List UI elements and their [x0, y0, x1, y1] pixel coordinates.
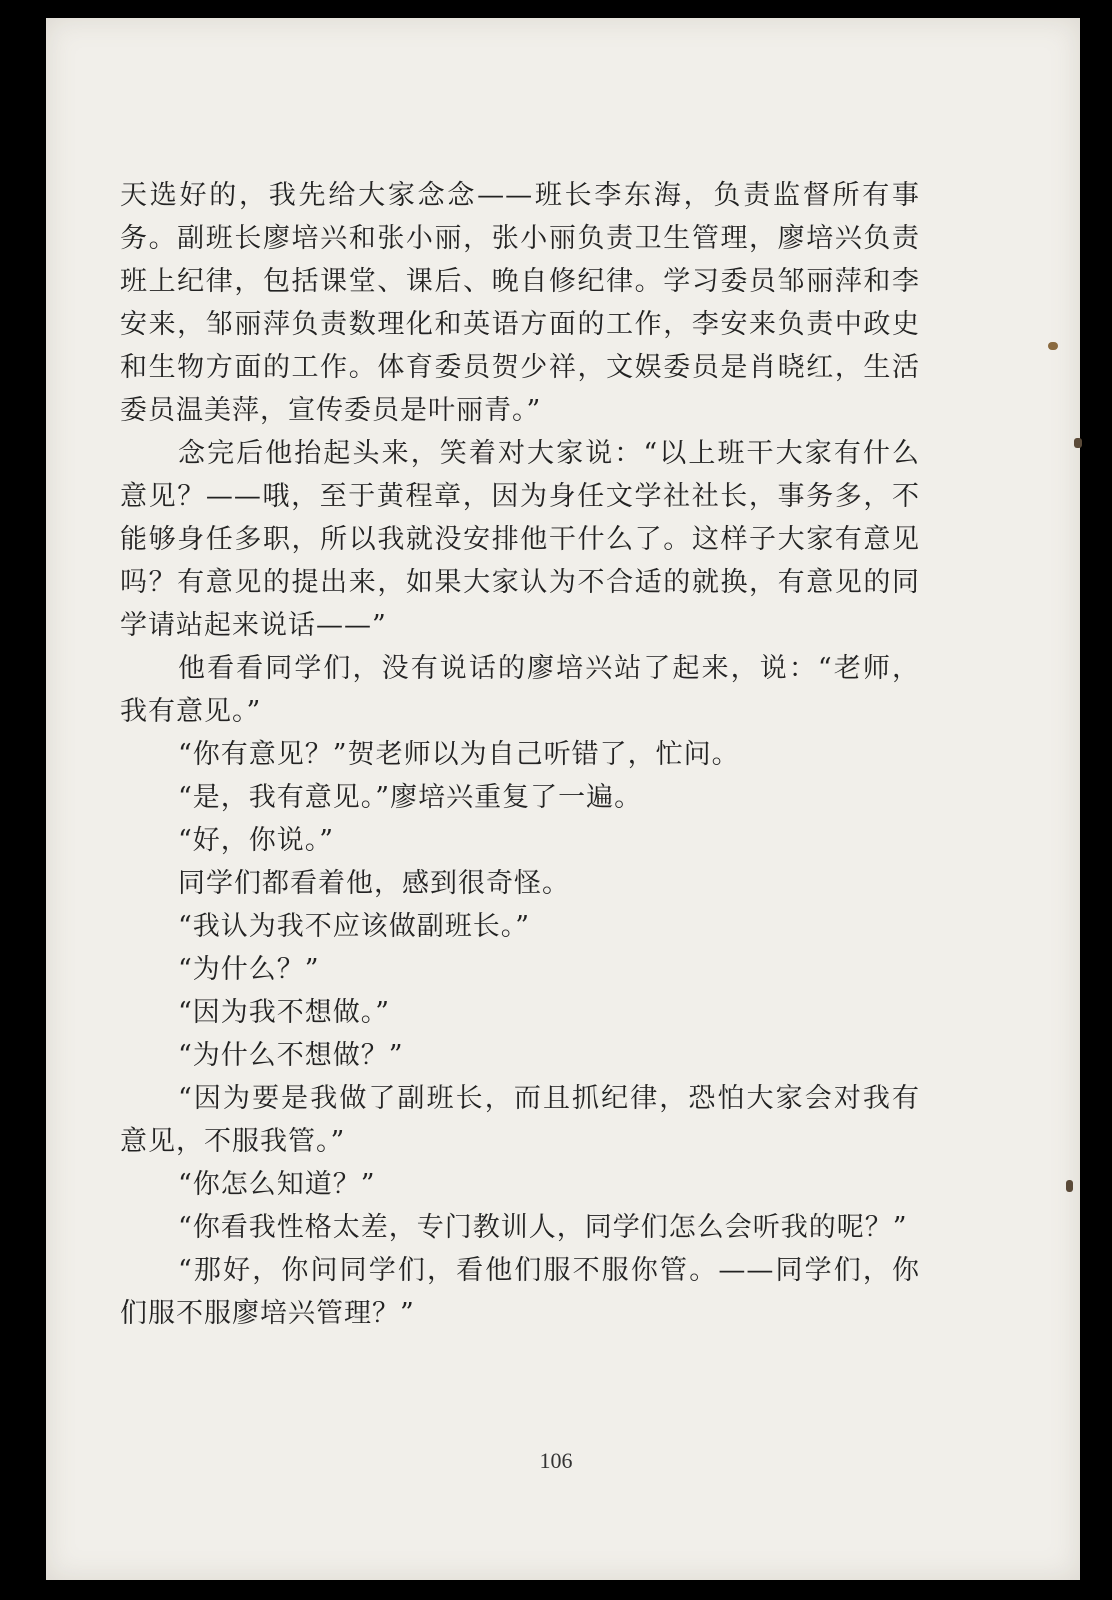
- page-edge-stain: [1074, 438, 1082, 448]
- paragraph: “你看我性格太差，专门教训人，同学们怎么会听我的呢？”: [178, 1212, 908, 1243]
- paragraph: “你有意见？”贺老师以为自己听错了，忙问。: [178, 739, 740, 770]
- paragraph: “是，我有意见。”廖培兴重复了一遍。: [178, 782, 643, 813]
- paragraph: “为什么不想做？”: [178, 1040, 404, 1071]
- paragraph: “那好，你问同学们，看他们服不服你管。——同学们，你们服不服廖培兴管理？”: [120, 1255, 920, 1329]
- page-edge-stain: [1066, 1180, 1073, 1192]
- paragraph: “我认为我不应该做副班长。”: [178, 911, 531, 942]
- paragraph: 天选好的，我先给大家念念——班长李东海，负责监督所有事务。副班长廖培兴和张小丽，张小丽负责卫生管理，廖培兴负责班上纪律，包括课堂、课后、晚自修纪律。学习委员邹丽萍和李安来，邹丽萍负责数理化和英语方面的工作，李安来负责中政史和生物方面的工作。体育委员贺少祥，文娱委员是肖晓红，生活委员温美萍，宣传委员是叶丽青。”: [120, 180, 920, 426]
- paragraph: “因为要是我做了副班长，而且抓纪律，恐怕大家会对我有意见，不服我管。”: [120, 1083, 920, 1157]
- paragraph: “因为我不想做。”: [178, 997, 391, 1028]
- page-number: 106: [539, 1448, 573, 1473]
- paragraph: “你怎么知道？”: [178, 1169, 376, 1200]
- paragraph: “好，你说。”: [178, 825, 335, 856]
- paragraph: 他看看同学们，没有说话的廖培兴站了起来，说：“老师，我有意见。”: [120, 653, 920, 727]
- paragraph: “为什么？”: [178, 954, 320, 985]
- page-edge-stain: [1048, 342, 1058, 350]
- body-text: [120, 174, 920, 1335]
- paragraph: 同学们都看着他，感到很奇怪。: [178, 868, 570, 899]
- paragraph: 念完后他抬起头来，笑着对大家说：“以上班干大家有什么意见？——哦，至于黄程章，因为身任文学社社长，事务多，不能够身任多职，所以我就没安排他干什么了。这样子大家有意见吗？有意见的提出来，如果大家认为不合适的就换，有意见的同学请站起来说话——”: [120, 438, 920, 641]
